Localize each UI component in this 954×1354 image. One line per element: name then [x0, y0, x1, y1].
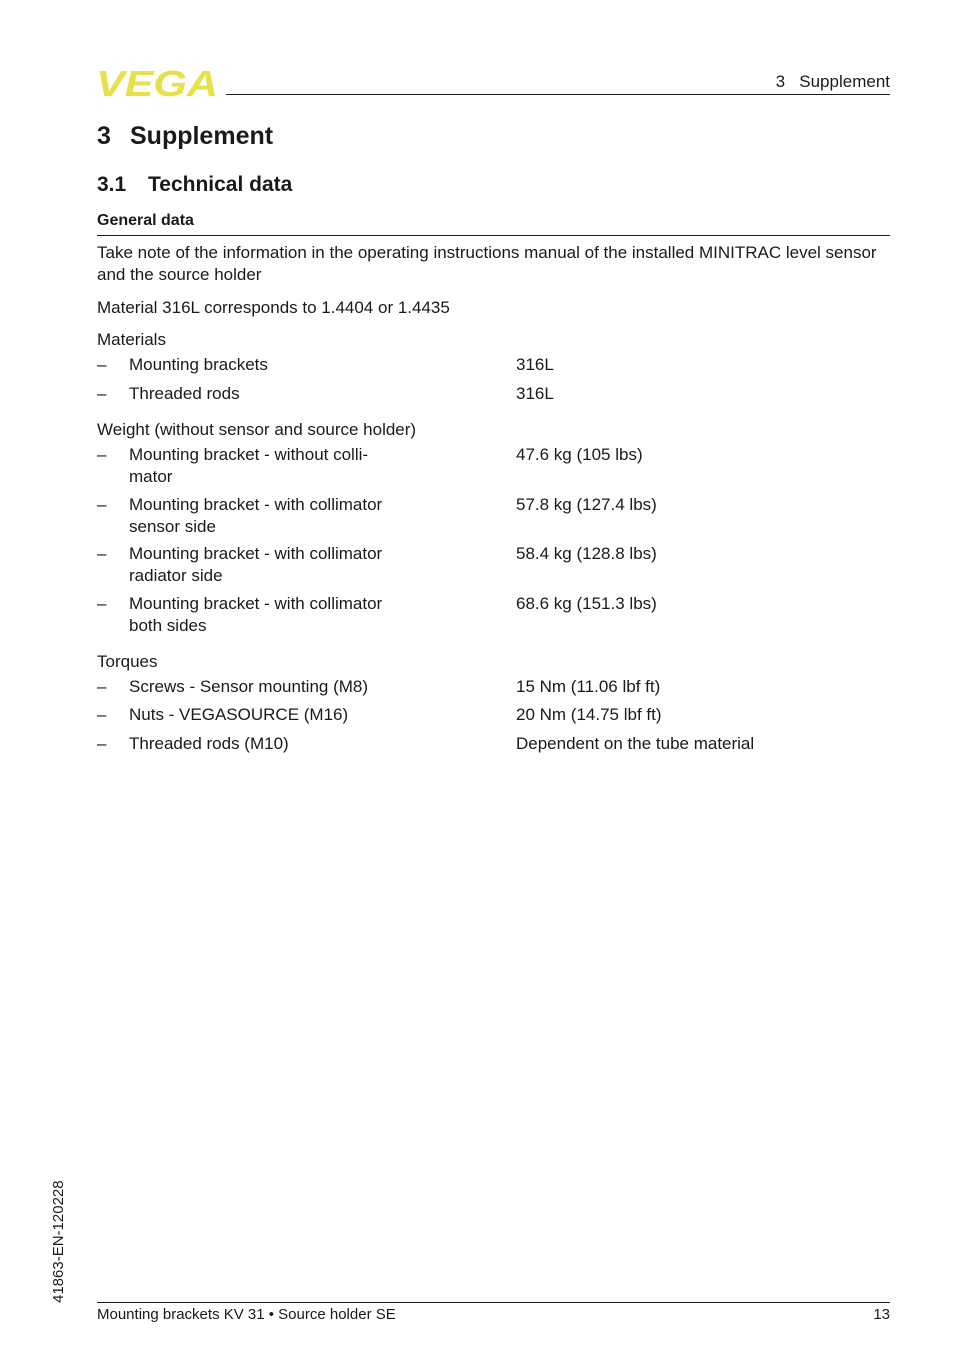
page-number: 13	[873, 1306, 890, 1323]
section-heading	[97, 173, 292, 197]
list-dash: –	[97, 677, 107, 696]
document-code: 41863-EN-120228	[50, 1180, 67, 1303]
row-value: 316L	[516, 355, 554, 374]
row-label: Mounting bracket - with collimator sensor side	[129, 495, 383, 536]
row-value: Dependent on the tube material	[516, 734, 755, 753]
row-label: Mounting brackets	[129, 355, 268, 374]
row-label: Threaded rods (M10)	[129, 734, 289, 753]
row-value: 68.6 kg (151.3 lbs)	[516, 594, 657, 613]
intro-paragraph: Take note of the information in the operating instructions manual of the installed MINITRAC level sensor and the source holder	[97, 243, 877, 284]
torques-label: Torques	[97, 652, 158, 671]
row-label: Mounting bracket - with collimator radiator side	[129, 544, 383, 585]
running-header-title: Supplement	[799, 72, 890, 91]
list-dash: –	[97, 355, 107, 374]
row-value: 15 Nm (11.06 lbf ft)	[516, 677, 661, 696]
material-note: Material 316L corresponds to 1.4404 or 1.4435	[97, 298, 450, 317]
row-label: Screws - Sensor mounting (M8)	[129, 677, 369, 696]
running-header	[776, 72, 890, 92]
list-dash: –	[97, 495, 107, 514]
row-label: Threaded rods	[129, 384, 240, 403]
header-rule	[226, 94, 890, 95]
row-value: 20 Nm (14.75 lbf ft)	[516, 705, 662, 724]
materials-label: Materials	[97, 330, 166, 349]
row-value: 316L	[516, 384, 554, 403]
vega-logo	[96, 66, 220, 98]
weight-label: Weight (without sensor and source holder)	[97, 420, 417, 439]
chapter-title: Supplement	[130, 122, 274, 150]
vega-logo-text: VEGA	[96, 66, 218, 98]
list-dash: –	[97, 544, 107, 563]
footer-title: Mounting brackets KV 31 • Source holder SE	[97, 1306, 396, 1323]
section-title: Technical data	[148, 173, 293, 196]
row-value: 47.6 kg (105 lbs)	[516, 445, 643, 464]
section-number: 3.1	[97, 173, 127, 196]
running-header-number: 3	[775, 72, 786, 91]
row-label: Mounting bracket - with collimator both sides	[129, 594, 383, 635]
list-dash: –	[97, 734, 107, 753]
row-value: 58.4 kg (128.8 lbs)	[516, 544, 657, 563]
list-dash: –	[97, 594, 107, 613]
row-value: 57.8 kg (127.4 lbs)	[516, 495, 657, 514]
chapter-heading	[97, 122, 273, 151]
subsection-heading: General data	[97, 212, 194, 229]
chapter-number: 3	[97, 122, 111, 150]
footer-rule	[97, 1302, 890, 1303]
list-dash: –	[97, 705, 107, 724]
subsection-rule	[97, 235, 890, 236]
row-label: Nuts - VEGASOURCE (M16)	[129, 705, 349, 724]
list-dash: –	[97, 445, 107, 464]
row-label: Mounting bracket - without colli- mator	[129, 445, 369, 486]
list-dash: –	[97, 384, 107, 403]
